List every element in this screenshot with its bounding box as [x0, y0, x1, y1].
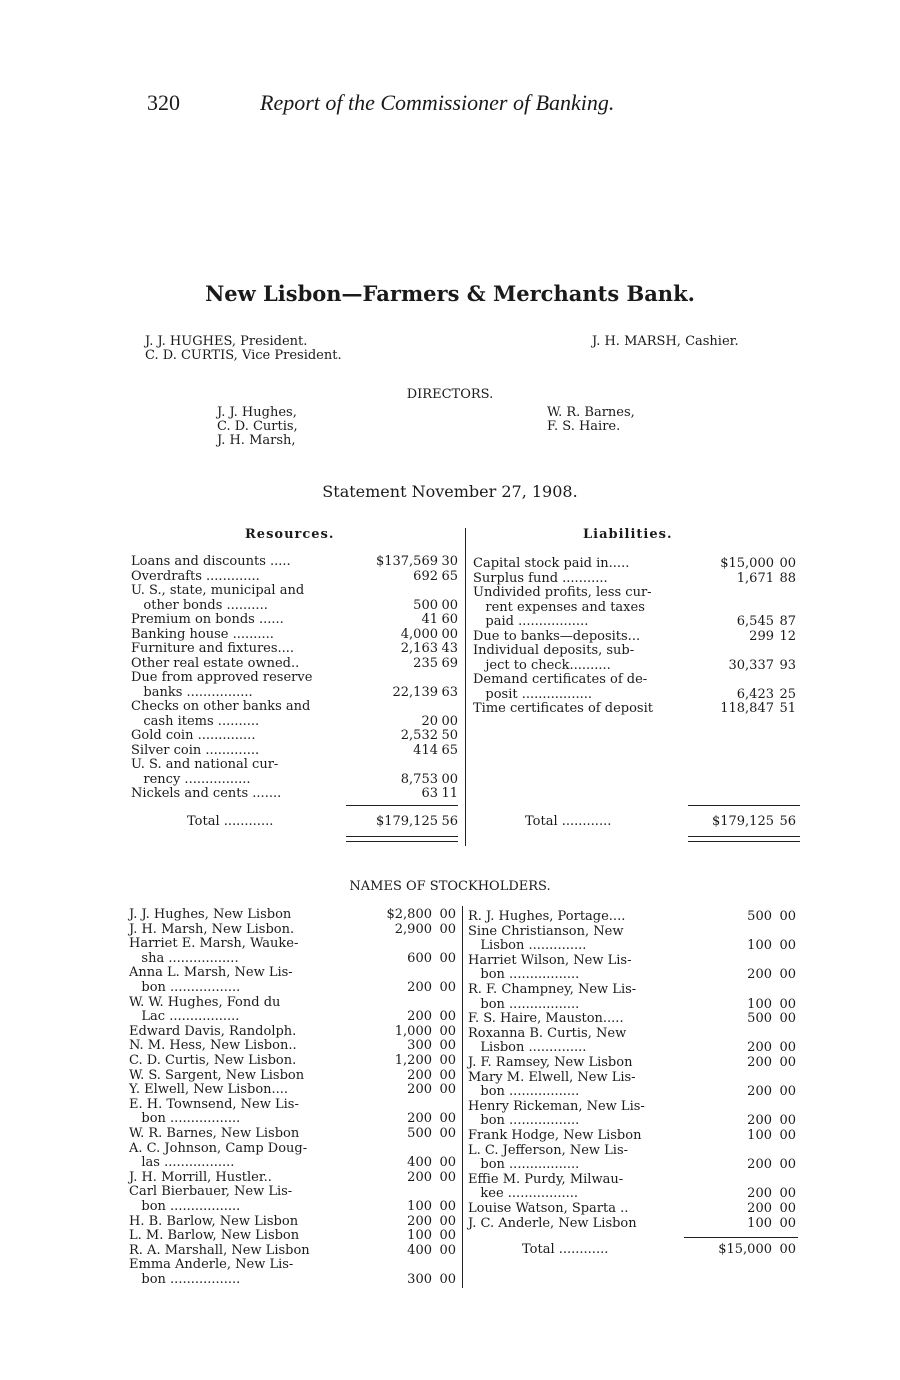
resources-row-cents: 69 [441, 655, 458, 671]
stockholder-row-label: L. C. Jefferson, New Lis- [468, 1142, 629, 1158]
stockholder-row-dollars: 100 [747, 1215, 772, 1231]
resources-row-cents: 43 [441, 641, 458, 656]
resources-row-dollars: 63 [421, 786, 438, 801]
resources-total-dollars: $179,125 [375, 814, 438, 829]
stockholder-row-cents: 00 [779, 1128, 796, 1143]
stockholder-row-cents: 00 [779, 909, 796, 924]
resources-row-label: Nickels and cents ....... [131, 786, 282, 801]
stockholder-row-cents [434, 937, 456, 951]
stockholder-row-label: Y. Elwell, New Lisbon.... [129, 1082, 289, 1098]
resources-row-cents [440, 700, 458, 714]
resources-row-dollars: 8,753 [400, 771, 438, 787]
directors-heading: DIRECTORS. [406, 387, 494, 402]
stockholder-row-label: Louise Watson, Sparta .. [468, 1201, 629, 1216]
stockholder-row-cents: 00 [439, 1067, 456, 1083]
resources-row-dollars: 692 [413, 568, 438, 584]
stockholder-row-cents: 00 [439, 1053, 456, 1068]
stockholder-row-label: Anna L. Marsh, New Lis- [129, 965, 293, 981]
resources-row-dollars: 20 [421, 713, 438, 729]
stockholder-row-label: H. B. Barlow, New Lisbon [129, 1213, 299, 1229]
director-name: J. H. Marsh, [217, 433, 296, 448]
stockholder-row-dollars: 200 [407, 1169, 432, 1185]
resources-row-dollars: 41 [421, 612, 438, 627]
resources-row-dollars: 414 [413, 742, 438, 758]
stockholder-row-label: R. A. Marshall, New Lisbon [129, 1242, 310, 1258]
stockholder-row-cents: 00 [779, 967, 796, 983]
stockholder-row-cents [434, 996, 456, 1010]
stockholder-row-cents: 00 [779, 1201, 796, 1216]
director-name: C. D. Curtis, [217, 419, 298, 434]
resources-row-cents: 00 [441, 713, 458, 729]
resources-row-label: U. S. and national cur- [131, 757, 279, 772]
liabilities-row-cents: 93 [779, 657, 796, 673]
stockholder-row-dollars: 300 [407, 1272, 432, 1287]
resources-row-label: cash items .......... [131, 713, 260, 729]
liabilities-row-dollars [672, 644, 774, 658]
stockholder-row-dollars [690, 1100, 772, 1114]
stockholder-row-dollars: 200 [747, 1186, 772, 1202]
stockholder-row-cents: 00 [779, 1157, 796, 1173]
resources-row-label: banks ................ [131, 684, 253, 700]
stockholder-row-cents [774, 983, 796, 997]
liabilities-row-dollars [672, 586, 774, 600]
director-name: J. J. Hughes, [217, 405, 297, 420]
liabilities-heading: Liabilities. [583, 527, 673, 542]
total-rule [684, 1237, 798, 1238]
stockholder-row-label: bon ................. [129, 1111, 241, 1127]
stockholder-row-dollars: 1,000 [394, 1023, 432, 1039]
liabilities-total-label: Total ............ [525, 814, 612, 829]
stockholder-row-label: W. R. Barnes, New Lisbon [129, 1126, 300, 1141]
stockholder-row-dollars: 200 [747, 1084, 772, 1100]
stockholder-row-dollars [690, 925, 772, 939]
stockholder-row-dollars: 200 [407, 1111, 432, 1127]
stockholder-row-label: J. H. Morrill, Hustler.. [129, 1169, 272, 1185]
stockholder-row-dollars [360, 1258, 432, 1272]
total-rule [688, 805, 800, 806]
officer-vice-president: C. D. CURTIS, Vice President. [145, 348, 342, 363]
stockholder-row-label: E. H. Townsend, New Lis- [129, 1096, 299, 1112]
stockholder-row-dollars: 500 [747, 909, 772, 924]
resources-row-cents [440, 671, 458, 685]
resources-row-cents: 65 [441, 568, 458, 584]
stockholder-row-cents [434, 1142, 456, 1156]
stockholder-row-cents: 00 [439, 950, 456, 966]
bank-title: New Lisbon—Farmers & Merchants Bank. [205, 281, 695, 306]
resources-row-dollars: 2,532 [400, 728, 438, 743]
stockholder-row-dollars: 100 [747, 996, 772, 1012]
resources-row-label: Gold coin .............. [131, 728, 256, 743]
resources-row-label: Banking house .......... [131, 626, 274, 642]
stockholder-row-cents: 00 [779, 1055, 796, 1070]
stockholder-row-cents [774, 925, 796, 939]
stockholder-row-dollars: 200 [747, 1201, 772, 1216]
liabilities-row-label: ject to check.......... [473, 657, 611, 673]
officer-president: J. J. HUGHES, President. [145, 334, 308, 349]
officer-cashier: J. H. MARSH, Cashier. [592, 334, 739, 349]
stockholder-row-cents: 00 [439, 1155, 456, 1171]
column-divider [465, 528, 466, 846]
stockholder-row-dollars: 500 [747, 1011, 772, 1027]
director-name: W. R. Barnes, [547, 405, 635, 420]
stockholder-row-cents [774, 1173, 796, 1187]
resources-row-label: Premium on bonds ...... [131, 612, 284, 627]
stockholder-row-label: W. W. Hughes, Fond du [129, 994, 281, 1010]
stockholder-row-cents: 00 [439, 1199, 456, 1214]
stockholder-row-cents: 00 [439, 1169, 456, 1185]
stockholder-row-label: W. S. Sargent, New Lisbon [129, 1067, 305, 1083]
stockholder-row-dollars: 100 [407, 1199, 432, 1214]
stockholder-row-label: J. H. Marsh, New Lisbon. [129, 921, 295, 937]
resources-row-label: Loans and discounts ..... [131, 554, 291, 569]
stockholder-row-label: N. M. Hess, New Lisbon.. [129, 1038, 297, 1054]
resources-row-cents: 00 [441, 597, 458, 613]
stockholder-row-label: bon ................. [129, 980, 241, 995]
stockholders-total-cents: 00 [779, 1242, 796, 1257]
liabilities-row-label: Individual deposits, sub- [473, 643, 635, 658]
stockholder-row-cents: 00 [779, 996, 796, 1012]
resources-row-cents: 60 [441, 612, 458, 627]
stockholders-heading: NAMES OF STOCKHOLDERS. [349, 879, 551, 894]
stockholder-row-label: F. S. Haire, Mauston..... [468, 1011, 624, 1027]
stockholder-row-dollars: 200 [407, 980, 432, 995]
stockholder-row-label: bon ................. [468, 1113, 580, 1129]
stockholder-row-dollars: 400 [407, 1155, 432, 1171]
stockholder-row-label: Sine Christianson, New [468, 923, 624, 939]
stockholder-row-dollars [690, 983, 772, 997]
stockholder-row-label: C. D. Curtis, New Lisbon. [129, 1053, 297, 1068]
resources-row-cents: 65 [441, 742, 458, 758]
stockholder-row-label: Edward Davis, Randolph. [129, 1023, 297, 1039]
stockholder-row-dollars [690, 1027, 772, 1041]
liabilities-row-dollars: 118,847 [720, 701, 774, 716]
liabilities-row-dollars: $15,000 [720, 556, 774, 571]
stockholder-row-label: Carl Bierbauer, New Lis- [129, 1184, 293, 1200]
resources-heading: Resources. [245, 527, 335, 542]
stockholder-row-cents: 00 [439, 1009, 456, 1025]
resources-row-cents: 50 [441, 728, 458, 743]
stockholder-row-cents: 00 [779, 1084, 796, 1100]
stockholder-row-label: Henry Rickeman, New Lis- [468, 1098, 645, 1114]
resources-row-dollars [340, 584, 438, 598]
liabilities-row-cents: 88 [779, 570, 796, 586]
liabilities-row-cents: 51 [779, 701, 796, 716]
stockholder-row-cents [774, 954, 796, 968]
stockholder-row-cents [774, 1071, 796, 1085]
stockholder-row-dollars: 1,200 [394, 1053, 432, 1068]
stockholder-row-dollars: 2,900 [394, 921, 432, 937]
liabilities-row-cents: 00 [779, 556, 796, 571]
liabilities-row-cents: 25 [779, 686, 796, 702]
resources-row-label: other bonds .......... [131, 597, 268, 613]
stockholder-row-label: Harriet Wilson, New Lis- [468, 952, 632, 968]
resources-row-dollars: 2,163 [400, 641, 438, 656]
stockholder-row-cents: 00 [779, 1186, 796, 1202]
stockholder-row-cents [434, 1185, 456, 1199]
resources-row-cents: 63 [441, 684, 458, 700]
statement-date: Statement November 27, 1908. [322, 482, 578, 501]
stockholder-row-label: bon ................. [129, 1272, 241, 1287]
resources-row-dollars [340, 700, 438, 714]
stockholder-row-dollars [690, 1144, 772, 1158]
stockholder-row-cents: 00 [439, 980, 456, 995]
liabilities-total-cents: 56 [779, 814, 796, 829]
stockholder-row-cents: 00 [439, 1111, 456, 1127]
liabilities-row-label: paid ................. [473, 614, 589, 629]
stockholder-row-label: Harriet E. Marsh, Wauke- [129, 936, 299, 952]
stockholder-row-dollars: 200 [407, 1067, 432, 1083]
stockholder-row-cents: 00 [439, 1242, 456, 1258]
liabilities-row-dollars [672, 601, 774, 615]
resources-row-label: U. S., state, municipal and [131, 583, 305, 598]
resources-row-label: Furniture and fixtures.... [131, 641, 295, 656]
stockholder-row-label: R. J. Hughes, Portage.... [468, 909, 626, 924]
liabilities-row-label: Capital stock paid in..... [473, 556, 630, 571]
resources-row-cents: 11 [441, 786, 458, 801]
stockholder-row-dollars: 200 [407, 1082, 432, 1098]
liabilities-row-cents [776, 644, 796, 658]
stockholder-row-cents: 00 [439, 1228, 456, 1244]
stockholder-row-cents: 00 [439, 1038, 456, 1054]
liabilities-row-label: Due to banks—deposits... [473, 628, 641, 644]
stockholder-row-label: bon ................. [468, 1157, 580, 1173]
stockholder-row-cents [774, 1144, 796, 1158]
resources-row-dollars: 235 [413, 655, 438, 671]
stockholder-row-label: Lisbon .............. [468, 1040, 587, 1056]
stockholder-row-dollars: 200 [747, 967, 772, 983]
stockholder-row-label: Roxanna B. Curtis, New [468, 1025, 627, 1041]
resources-row-dollars: 500 [413, 597, 438, 613]
stockholder-row-dollars [690, 1071, 772, 1085]
stockholder-row-label: Lisbon .............. [468, 938, 587, 954]
stockholder-row-label: bon ................. [468, 967, 580, 983]
page-number: 320 [147, 90, 180, 115]
running-title: Report of the Commissioner of Banking. [260, 90, 615, 115]
liabilities-row-dollars: 30,337 [728, 657, 774, 673]
stockholder-row-label: R. F. Champney, New Lis- [468, 982, 637, 997]
stockholder-row-cents: 00 [779, 1215, 796, 1231]
stockholder-row-label: sha ................. [129, 950, 239, 966]
stockholder-row-dollars [360, 1098, 432, 1112]
stockholder-row-cents: 00 [779, 1011, 796, 1027]
resources-row-dollars: 22,139 [392, 684, 438, 700]
liabilities-row-label: posit ................. [473, 686, 592, 702]
stockholder-row-label: kee ................. [468, 1186, 579, 1202]
liabilities-row-label: Surplus fund ........... [473, 570, 608, 586]
stockholders-total-label: Total ............ [522, 1242, 609, 1257]
stockholder-row-label: L. M. Barlow, New Lisbon [129, 1228, 300, 1244]
stockholder-row-label: A. C. Johnson, Camp Doug- [129, 1140, 308, 1156]
resources-row-cents [440, 584, 458, 598]
liabilities-row-dollars [672, 673, 774, 687]
stockholder-row-dollars [690, 954, 772, 968]
stockholder-row-cents [434, 966, 456, 980]
stockholder-row-label: Lac ................. [129, 1009, 240, 1025]
resources-row-dollars: 4,000 [400, 626, 438, 642]
liabilities-row-label: Demand certificates of de- [473, 672, 648, 687]
stockholder-row-dollars: 200 [407, 1213, 432, 1229]
liabilities-row-dollars: 6,545 [736, 614, 774, 629]
stockholder-row-label: J. C. Anderle, New Lisbon [468, 1215, 637, 1231]
resources-row-dollars [340, 671, 438, 685]
double-rule [688, 836, 800, 842]
stockholder-row-label: Effie M. Purdy, Milwau- [468, 1171, 624, 1187]
double-rule [346, 836, 458, 842]
resources-row-label: Other real estate owned.. [131, 655, 300, 671]
liabilities-row-cents: 87 [779, 614, 796, 629]
stockholder-row-cents [434, 1258, 456, 1272]
stockholder-row-dollars: $2,800 [386, 907, 432, 922]
stockholder-row-cents: 00 [439, 907, 456, 922]
stockholder-row-dollars: 200 [747, 1113, 772, 1129]
stockholder-row-cents [434, 1098, 456, 1112]
stockholder-row-cents: 00 [439, 1272, 456, 1287]
stockholder-row-label: Mary M. Elwell, New Lis- [468, 1069, 636, 1085]
resources-row-label: Due from approved reserve [131, 670, 313, 685]
stockholders-divider [462, 906, 463, 1288]
resources-row-cents: 00 [441, 626, 458, 642]
stockholder-row-label: bon ................. [129, 1199, 241, 1214]
liabilities-total-dollars: $179,125 [711, 814, 774, 829]
stockholder-row-label: bon ................. [468, 1084, 580, 1100]
total-rule [346, 805, 458, 806]
liabilities-row-dollars: 6,423 [736, 686, 774, 702]
resources-row-cents: 30 [441, 554, 458, 569]
stockholder-row-cents [774, 1027, 796, 1041]
stockholder-row-dollars [360, 1142, 432, 1156]
stockholder-row-cents: 00 [779, 1040, 796, 1056]
resources-row-label: rency ................ [131, 771, 251, 787]
stockholder-row-label: las ................. [129, 1155, 235, 1171]
stockholder-row-cents: 00 [779, 1113, 796, 1129]
stockholder-row-dollars [360, 1185, 432, 1199]
stockholder-row-cents: 00 [439, 1082, 456, 1098]
stockholder-row-label: Emma Anderle, New Lis- [129, 1257, 294, 1273]
director-name: F. S. Haire. [547, 419, 621, 434]
stockholder-row-dollars: 400 [407, 1242, 432, 1258]
stockholder-row-cents: 00 [439, 1023, 456, 1039]
resources-total-cents: 56 [441, 814, 458, 829]
stockholder-row-dollars: 200 [747, 1040, 772, 1056]
stockholder-row-dollars [360, 937, 432, 951]
stockholder-row-dollars: 300 [407, 1038, 432, 1054]
stockholder-row-dollars: 200 [747, 1157, 772, 1173]
stockholder-row-label: bon ................. [468, 996, 580, 1012]
stockholder-row-cents: 00 [439, 1213, 456, 1229]
liabilities-row-label: Undivided profits, less cur- [473, 585, 652, 600]
liabilities-row-label: Time certificates of deposit [473, 701, 653, 716]
resources-row-dollars: $137,569 [375, 554, 438, 569]
stockholder-row-label: Frank Hodge, New Lisbon [468, 1128, 642, 1143]
stockholder-row-dollars: 200 [407, 1009, 432, 1025]
liabilities-row-cents [776, 673, 796, 687]
stockholder-row-dollars: 100 [407, 1228, 432, 1244]
stockholder-row-dollars: 600 [407, 950, 432, 966]
stockholder-row-cents: 00 [779, 938, 796, 954]
resources-row-label: Silver coin ............. [131, 742, 260, 758]
liabilities-row-dollars: 1,671 [736, 570, 774, 586]
resources-row-label: Overdrafts ............. [131, 568, 260, 584]
stockholder-row-dollars: 500 [407, 1126, 432, 1141]
stockholder-row-dollars [690, 1173, 772, 1187]
resources-row-dollars [340, 758, 438, 772]
resources-row-cents: 00 [441, 771, 458, 787]
resources-total-label: Total ............ [187, 814, 274, 829]
stockholder-row-dollars [360, 996, 432, 1010]
liabilities-row-dollars: 299 [749, 628, 774, 644]
stockholder-row-cents: 00 [439, 921, 456, 937]
stockholder-row-dollars [360, 966, 432, 980]
liabilities-row-label: rent expenses and taxes [473, 599, 645, 615]
resources-row-cents [440, 758, 458, 772]
liabilities-row-cents: 12 [779, 628, 796, 644]
resources-row-label: Checks on other banks and [131, 699, 311, 714]
stockholder-row-dollars: 100 [747, 938, 772, 954]
liabilities-row-cents [776, 601, 796, 615]
stockholder-row-cents [774, 1100, 796, 1114]
stockholder-row-cents: 00 [439, 1126, 456, 1141]
stockholders-total-dollars: $15,000 [718, 1242, 772, 1257]
stockholder-row-label: J. F. Ramsey, New Lisbon [468, 1055, 633, 1070]
stockholder-row-dollars: 200 [747, 1055, 772, 1070]
liabilities-row-cents [776, 586, 796, 600]
stockholder-row-label: J. J. Hughes, New Lisbon [129, 907, 292, 922]
stockholder-row-dollars: 100 [747, 1128, 772, 1143]
